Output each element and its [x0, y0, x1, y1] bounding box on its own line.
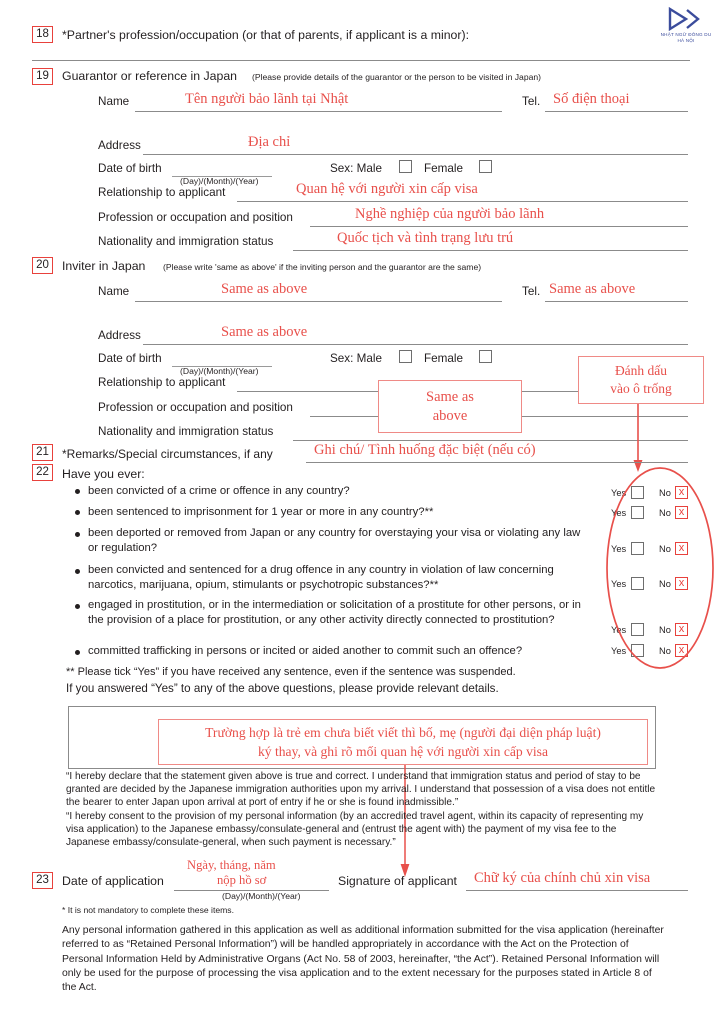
guarantor-sex-male-label: Sex: Male: [330, 162, 382, 175]
inviter-relationship-label: Relationship to applicant: [98, 376, 226, 389]
callout-same-as-above: [378, 380, 522, 433]
inviter-name-line[interactable]: [135, 301, 502, 302]
section-21-label: *Remarks/Special circumstances, if any: [62, 447, 273, 461]
bullet-icon: [75, 650, 80, 655]
logo-line-1: NHẬT NGỮ ĐÔNG DU: [660, 32, 712, 37]
inviter-tel-line[interactable]: [545, 301, 688, 302]
inviter-address-line[interactable]: [143, 344, 688, 345]
inviter-name-label: Name: [98, 285, 130, 298]
question-3-no-label: No: [659, 544, 671, 554]
guarantor-sex-male-checkbox[interactable]: [399, 160, 412, 173]
inviter-dob-hint: (Day)/(Month)/(Year): [180, 366, 259, 376]
section-22-details-prompt: If you answered “Yes” to any of the above questions, please provide relevant details.: [66, 682, 499, 695]
guarantor-nationality-label: Nationality and immigration status: [98, 235, 274, 248]
section-20-title: Inviter in Japan: [62, 259, 146, 273]
section-19-title: Guarantor or reference in Japan: [62, 69, 237, 83]
guarantor-address-label: Address: [98, 139, 141, 152]
guarantor-nationality-line[interactable]: [293, 250, 688, 251]
guarantor-relationship-value: Quan hệ với người xin cấp visa: [296, 181, 478, 197]
question-1-text: been convicted of a crime or offence in any country?: [88, 485, 350, 497]
section-number-23: 23: [32, 872, 53, 889]
callout-minor-signature: [158, 719, 648, 765]
inviter-sex-female-checkbox[interactable]: [479, 350, 492, 363]
inviter-sex-female-label: Female: [424, 352, 463, 365]
question-6-no-label: No: [659, 646, 671, 656]
bullet-icon: [75, 604, 80, 609]
inviter-sex-male-checkbox[interactable]: [399, 350, 412, 363]
annotation-ellipse-checkboxes: [604, 466, 716, 670]
date-of-application-hint: (Day)/(Month)/(Year): [222, 891, 301, 901]
guarantor-address-line[interactable]: [143, 154, 688, 155]
inviter-address-label: Address: [98, 329, 141, 342]
guarantor-profession-label: Profession or occupation and position: [98, 211, 293, 224]
guarantor-name-label: Name: [98, 95, 130, 108]
question-2-text: been sentenced to imprisonment for 1 year or more in any country?**: [88, 506, 434, 518]
section-21-value: Ghi chú/ Tình huống đặc biệt (nếu có): [314, 442, 536, 458]
organization-logo: [656, 6, 716, 44]
bullet-icon: [75, 510, 80, 515]
section-18-answer-line[interactable]: [32, 60, 690, 61]
guarantor-dob-hint: (Day)/(Month)/(Year): [180, 176, 259, 186]
callout-same-as-above-line1: Same as: [426, 388, 474, 405]
inviter-dob-label: Date of birth: [98, 352, 162, 365]
section-number-19: 19: [32, 68, 53, 85]
question-5-no-label: No: [659, 625, 671, 635]
guarantor-dob-label: Date of birth: [98, 162, 162, 175]
question-3-text: been deported or removed from Japan or any country for overstaying your visa or violating any law or regulation?: [88, 527, 581, 554]
bullet-icon: [75, 489, 80, 494]
guarantor-sex-female-label: Female: [424, 162, 463, 175]
question-6-text: committed trafficking in persons or incited or aided another to commit such an offence?: [88, 645, 523, 657]
question-2-yes-label: Yes: [611, 508, 627, 518]
callout-check-empty-box-line1: Đánh dấu: [614, 363, 668, 378]
inviter-sex-male-label: Sex: Male: [330, 352, 382, 365]
inviter-tel-value: Same as above: [549, 281, 636, 297]
question-1-no-label: No: [659, 488, 671, 498]
question-1-yes-label: Yes: [611, 488, 627, 498]
callout-minor-signature-line2: ký thay, và ghi rõ mối quan hệ với người xin cấp visa: [257, 744, 549, 759]
section-19-hint: (Please provide details of the guarantor or the person to be visited in Japan): [252, 72, 542, 82]
guarantor-relationship-line[interactable]: [237, 201, 688, 202]
section-number-21: 21: [32, 444, 53, 461]
question-4-yes-label: Yes: [611, 579, 627, 589]
inviter-address-value: Same as above: [221, 324, 308, 340]
guarantor-profession-line[interactable]: [310, 226, 688, 227]
question-5-text: engaged in prostitution, or in the intermediation or solicitation of a prostitute for other persons, or in the provision of a place for prostitution, or any other activity directly connected to prostitution?: [88, 599, 581, 626]
inviter-tel-label: Tel.: [522, 285, 541, 298]
guarantor-relationship-label: Relationship to applicant: [98, 186, 226, 199]
callout-check-empty-box: [578, 356, 704, 404]
question-4-text: been convicted and sentenced for a drug offence in any country in violation of law concerning narcotics, marijuana, opium, stimulants or psychotropic substances?**: [88, 564, 554, 591]
section-20-hint: (Please write 'same as above' if the inviting person and the guarantor are the same): [163, 262, 482, 272]
inviter-nationality-label: Nationality and immigration status: [98, 425, 274, 438]
section-18-label: *Partner's profession/occupation (or that of parents, if applicant is a minor):: [62, 28, 469, 42]
bullet-icon: [75, 569, 80, 574]
inviter-profession-label: Profession or occupation and position: [98, 401, 293, 414]
guarantor-tel-line[interactable]: [545, 111, 688, 112]
question-3-yes-label: Yes: [611, 544, 627, 554]
date-of-application-value-line2: nộp hồ sơ: [217, 873, 267, 887]
guarantor-profession-value: Nghề nghiệp của người bảo lãnh: [355, 206, 545, 222]
section-number-22: 22: [32, 464, 53, 481]
guarantor-tel-label: Tel.: [522, 95, 541, 108]
optional-items-note: * It is not mandatory to complete these items.: [62, 905, 234, 915]
double-chevron-right-icon: [666, 6, 706, 32]
privacy-notice: Any personal information gathered in this application as well as additional information submitted for the visa application (hereinafter referred to as “Retained Personal Information”) will be handled appropriately in accordance with the Act on the Protection of Personal Information Held by Administrative Organs (Act No. 58 of 2003, hereinafter, “the Act”). Retained Personal Information will only be used for the purpose of processing the visa application and to the extent necessary for the purposes stated in Article 8 of the Act.: [62, 925, 664, 994]
signature-of-applicant-line[interactable]: [466, 890, 688, 891]
bullet-icon: [75, 532, 80, 537]
logo-line-2: HÀ NỘI: [677, 38, 695, 43]
callout-arrow-to-checkboxes: [626, 404, 650, 474]
section-22-label: Have you ever:: [62, 467, 145, 481]
question-5-yes-label: Yes: [611, 625, 627, 635]
section-number-20: 20: [32, 257, 53, 274]
callout-minor-signature-line1: Trường hợp là trẻ em chưa biết viết thì bố, mẹ (người đại diện pháp luật): [205, 725, 601, 740]
guarantor-name-line[interactable]: [135, 111, 502, 112]
date-of-application-label: Date of application: [62, 874, 164, 888]
guarantor-nationality-value: Quốc tịch và tình trạng lưu trú: [337, 230, 514, 246]
callout-same-as-above-line2: above: [432, 407, 468, 424]
question-6-yes-label: Yes: [611, 646, 627, 656]
question-2-no-label: No: [659, 508, 671, 518]
guarantor-name-value: Tên người bảo lãnh tại Nhật: [185, 91, 349, 107]
date-of-application-value-line1: Ngày, tháng, năm: [187, 858, 276, 872]
section-22-footnote: ** Please tick “Yes” if you have received any sentence, even if the sentence was suspended.: [66, 666, 516, 678]
question-4-no-label: No: [659, 579, 671, 589]
guarantor-address-value: Địa chỉ: [248, 134, 291, 150]
declaration-paragraph-2: “I hereby consent to the provision of my personal information (by an accredited travel agent, within its capacity of representing my visa application) to the Japanese embassy/consulate-general and (entrust the agent with) the payment of my visa fee to the Japanese embassy/consulate-general, when such payment is necessary.”: [66, 811, 644, 849]
signature-of-applicant-value: Chữ ký của chính chủ xin visa: [474, 870, 651, 886]
section-number-18: 18: [32, 26, 53, 43]
guarantor-sex-female-checkbox[interactable]: [479, 160, 492, 173]
section-21-answer-line[interactable]: [306, 462, 688, 463]
inviter-name-value: Same as above: [221, 281, 308, 297]
declaration-paragraph-1: “I hereby declare that the statement given above is true and correct. I understand that immigration status and period of stay to be granted are decided by the Japanese immigration authorities upon my arrival. I understand that possession of a visa does not entitle the bearer to enter Japan upon arrival at port of entry if he or she is found inadmissible.”: [66, 771, 656, 809]
callout-check-empty-box-line2: vào ô trống: [610, 381, 672, 396]
guarantor-tel-value: Số điện thoại: [553, 91, 630, 107]
signature-of-applicant-label: Signature of applicant: [338, 874, 457, 888]
